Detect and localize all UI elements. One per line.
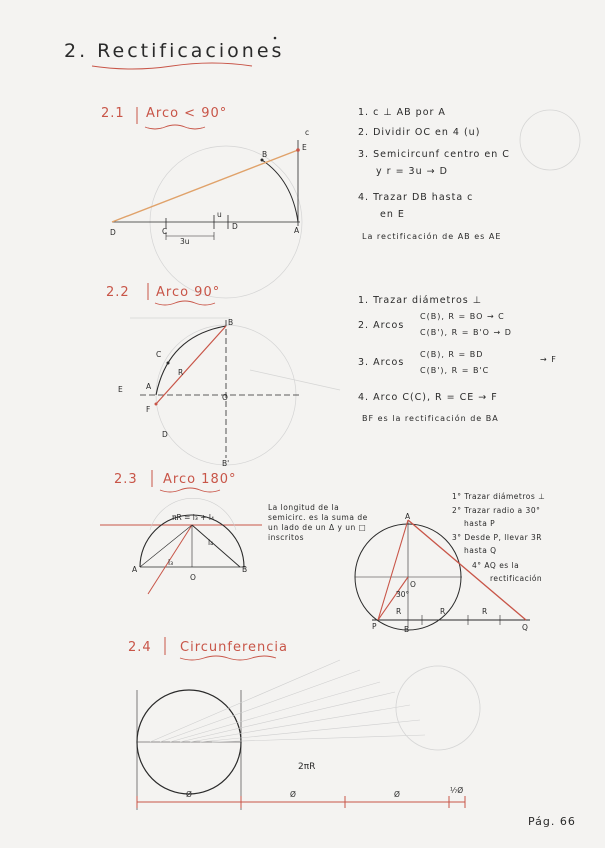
section-2-1-number: 2.1 xyxy=(101,106,125,121)
fig2-label-B: B xyxy=(228,318,234,327)
sec2-step-4: 4. Arco C(C), R = CE → F xyxy=(358,392,498,403)
fig3r-label-P: P xyxy=(372,622,377,631)
sec2-step-2b: C(B'), R = B'O → D xyxy=(420,328,512,337)
fig3-formula: πR = l₃ + l₄ xyxy=(172,513,215,522)
fig3-label-A: A xyxy=(132,565,138,574)
fig4-dim-2: Ø xyxy=(290,790,296,799)
sec2-step-3: 3. Arcos xyxy=(358,357,405,368)
sec3-step-4b: rectificación xyxy=(490,574,543,583)
fig4-dim-3: Ø xyxy=(394,790,400,799)
section-2-1-title: Arco < 90° xyxy=(146,106,228,121)
fig3-label-l4: l₄ xyxy=(208,538,214,547)
section-2-2-number: 2.2 xyxy=(106,285,130,300)
fig3r-R3: R xyxy=(482,607,488,616)
fig3r-label-O: O xyxy=(410,580,416,589)
fig1-label-A: A xyxy=(294,226,300,235)
sec2-underline xyxy=(155,301,215,305)
section-2-2-title: Arco 90° xyxy=(156,285,221,300)
sec1-underline xyxy=(145,125,205,129)
fig2-label-O: O xyxy=(222,393,228,402)
sec1-step-4b: en E xyxy=(380,209,405,220)
fig3r-label-A: A xyxy=(405,512,411,521)
fig2-label-R: R xyxy=(178,368,184,377)
fig1-label-3u: 3u xyxy=(180,237,190,246)
sec3-step-1: 1° Trazar diámetros ⊥ xyxy=(452,492,546,501)
sec3-underline xyxy=(160,488,220,492)
sec2-step-3c: → F xyxy=(540,355,557,364)
sec1-step-2: 2. Dividir OC en 4 (u) xyxy=(358,127,481,138)
fig2-label-D: D xyxy=(162,430,168,439)
fig1-label-D: D xyxy=(110,228,116,237)
sec2-step-3a: C(B), R = BD xyxy=(420,350,484,359)
sec2-step-2: 2. Arcos xyxy=(358,320,405,331)
sec2-conclusion: BF es la rectificación de BA xyxy=(362,414,499,423)
sec1-step-3: 3. Semicircunf centro en C xyxy=(358,149,510,160)
sec2-step-1: 1. Trazar diámetros ⊥ xyxy=(358,295,483,306)
fig3r-R1: R xyxy=(396,607,402,616)
page-number: Pág. 66 xyxy=(528,815,576,828)
figure-2-2 xyxy=(140,320,300,465)
fig1-label-u: u xyxy=(217,210,222,219)
fig2-label-F: F xyxy=(146,405,151,414)
fig1-label-c: c xyxy=(305,128,310,137)
fig3r-angle: 30° xyxy=(396,590,410,599)
sec3-step-2b: hasta P xyxy=(464,519,496,528)
section-2-3-number: 2.3 xyxy=(114,472,138,487)
figure-2-1 xyxy=(112,140,302,298)
fig4-dim-4: ⅐Ø xyxy=(450,786,464,795)
section-2-4-number: 2.4 xyxy=(128,640,152,655)
fig1-label-E: E xyxy=(302,143,307,152)
fig2-label-C: C xyxy=(156,350,162,359)
section-2-4-title: Circunferencia xyxy=(180,640,288,655)
fig3-label-l3: l₃ xyxy=(168,558,174,567)
sec3-step-2: 2° Trazar radio a 30° xyxy=(452,506,541,515)
fig2-label-A: A xyxy=(146,382,152,391)
sec2-step-3b: C(B'), R = B'C xyxy=(420,366,490,375)
sec1-step-3b: y r = 3u → D xyxy=(376,166,448,177)
fig4-dim-1: Ø xyxy=(186,790,192,799)
fig2-label-E: E xyxy=(118,385,123,394)
fig3r-label-Q: Q xyxy=(522,623,528,632)
fig1-label-D2: D xyxy=(232,222,238,231)
sec3-note: La longitud de la semicirc. es la suma de un lado de un Δ y un □ inscritos xyxy=(268,503,368,542)
fig3-label-O: O xyxy=(190,573,196,582)
figure-2-4 xyxy=(137,660,480,810)
fig1-label-B: B xyxy=(262,150,268,159)
sec2-step-2a: C(B), R = BO → C xyxy=(420,312,505,321)
ink-dot xyxy=(274,37,277,40)
fig1-label-C: C xyxy=(162,227,168,236)
sec3-step-4: 4° AQ es la xyxy=(472,561,520,570)
fig2-label-Bprime: B' xyxy=(222,459,230,468)
section-2-3-title: Arco 180° xyxy=(163,472,237,487)
fig3-label-B: B xyxy=(242,565,248,574)
sec1-step-1: 1. c ⊥ AB por A xyxy=(358,107,446,118)
fig3r-label-B: B xyxy=(404,625,410,634)
sec1-step-4: 4. Trazar DB hasta c xyxy=(358,192,474,203)
title-underline xyxy=(92,63,252,69)
sec4-underline xyxy=(180,656,276,660)
sec3-step-3b: hasta Q xyxy=(464,546,497,555)
fig4-formula: 2πR xyxy=(298,762,316,772)
sec1-conclusion: La rectificación de AB es AE xyxy=(362,232,502,241)
fig3r-R2: R xyxy=(440,607,446,616)
page-title: 2. Rectificaciones xyxy=(64,40,285,62)
sec3-step-3: 3° Desde P, llevar 3R xyxy=(452,533,543,542)
